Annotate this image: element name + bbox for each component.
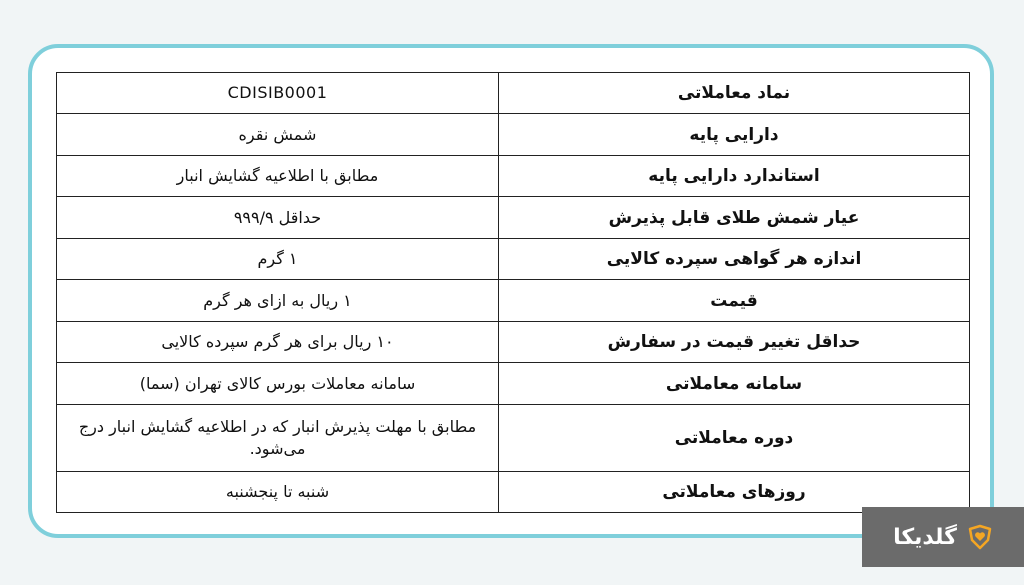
row-value: ۱ گرم [57,238,499,279]
row-value: شنبه تا پنجشنبه [57,471,499,513]
shield-heart-icon [967,524,993,550]
row-label: حداقل تغییر قیمت در سفارش [499,321,970,362]
row-label: نماد معاملاتی [499,73,970,114]
row-label: استاندارد دارایی پایه [499,155,970,196]
table-row [57,280,970,321]
goldika-logo [862,507,1024,567]
table-row [57,471,970,513]
row-value: ۱۰ ریال برای هر گرم سپرده کالایی [57,321,499,362]
row-label: اندازه هر گواهی سپرده کالایی [499,238,970,279]
row-value: شمش نقره [57,114,499,155]
row-label: روزهای معاملاتی [499,471,970,513]
table-row [57,73,970,114]
table-row [57,197,970,238]
table-row [57,238,970,279]
table-row [57,155,970,196]
row-label: سامانه معاملاتی [499,363,970,404]
row-value: مطابق با مهلت پذیرش انبار که در اطلاعیه گشایش انبار درج می‌شود. [57,404,499,471]
row-value: حداقل ۹۹۹/۹ [57,197,499,238]
row-value: CDISIB0001 [57,73,499,114]
row-value: ۱ ریال به ازای هر گرم [57,280,499,321]
row-value: مطابق با اطلاعیه گشایش انبار [57,155,499,196]
row-value: سامانه معاملات بورس کالای تهران (سما) [57,363,499,404]
row-label: دوره معاملاتی [499,404,970,471]
table-row [57,363,970,404]
row-label: قیمت [499,280,970,321]
logo-text: گلدیکا [893,524,957,550]
row-label: عیار شمش طلای قابل پذیرش [499,197,970,238]
spec-table [56,72,970,513]
table-row [57,321,970,362]
table-row [57,114,970,155]
row-label: دارایی پایه [499,114,970,155]
table-row [57,404,970,471]
